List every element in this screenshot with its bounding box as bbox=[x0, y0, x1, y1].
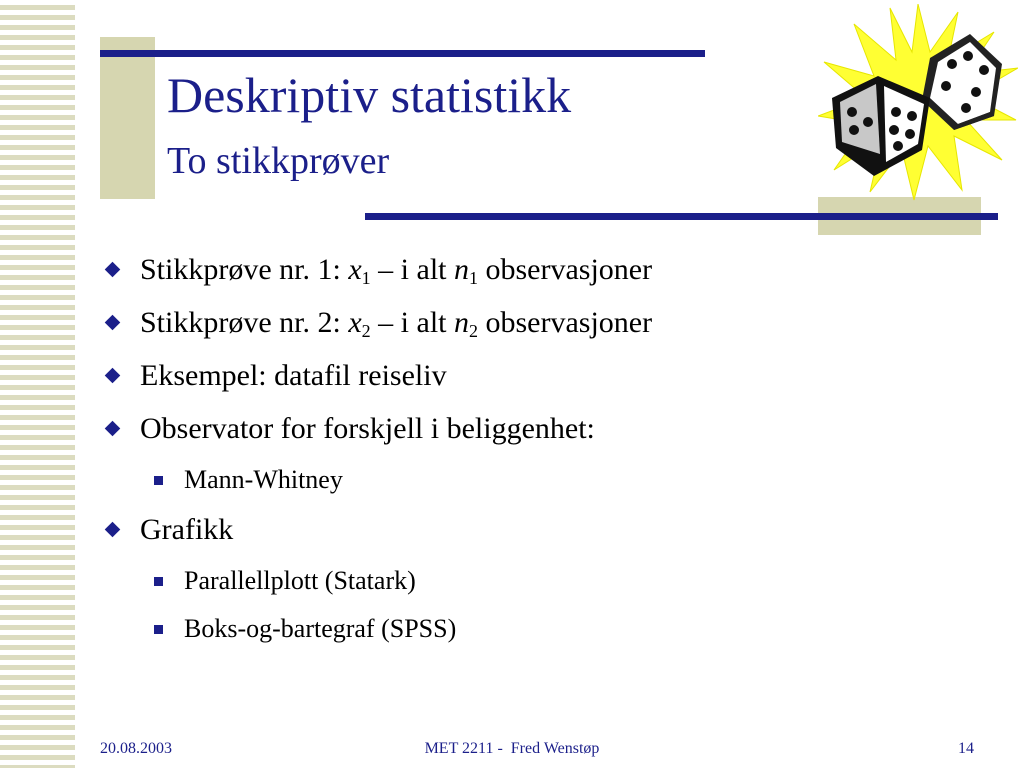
dice-icon bbox=[818, 4, 1018, 204]
bullet-label: Stikkprøve nr. 1: bbox=[140, 253, 341, 286]
bullet-item bbox=[102, 358, 982, 411]
sample-variable: x bbox=[348, 253, 362, 286]
sub-bullet-text: Boks-og-bartegraf (SPSS) bbox=[184, 614, 457, 643]
sample-variable-subscript: 2 bbox=[361, 321, 371, 341]
sample-variable: x bbox=[348, 306, 362, 339]
sample-size-variable: n bbox=[454, 306, 469, 339]
diamond-bullet-icon bbox=[105, 315, 121, 331]
sub-bullet-item bbox=[102, 613, 982, 661]
sample-size-subscript: 2 bbox=[469, 321, 478, 341]
diamond-bullet-icon bbox=[105, 421, 121, 437]
bullet-item bbox=[102, 512, 982, 565]
square-bullet-icon bbox=[154, 625, 163, 634]
bullet-label: Stikkprøve nr. 2: bbox=[140, 306, 341, 339]
bullet-list bbox=[102, 252, 982, 661]
diamond-bullet-icon bbox=[105, 368, 121, 384]
sub-bullet-text: Mann-Whitney bbox=[184, 465, 343, 494]
diamond-bullet-icon bbox=[105, 522, 121, 538]
bullet-text: Eksempel: datafil reiseliv bbox=[140, 359, 447, 392]
diamond-bullet-icon bbox=[105, 262, 121, 278]
bullet-mid-text: – i alt bbox=[370, 253, 454, 286]
bullet-text: Grafikk bbox=[140, 513, 234, 546]
sub-bullet-item bbox=[102, 464, 982, 512]
sample-variable-subscript: 1 bbox=[361, 268, 371, 288]
slide-title: Deskriptiv statistikk bbox=[167, 67, 572, 123]
slide-subtitle: To stikkprøver bbox=[167, 140, 390, 182]
square-bullet-icon bbox=[154, 476, 163, 485]
footer-page-number: 14 bbox=[958, 740, 974, 757]
sub-bullet-text: Parallellplott (Statark) bbox=[184, 566, 416, 595]
bullet-item bbox=[102, 411, 982, 464]
sample-size-variable: n bbox=[454, 253, 469, 286]
bullet-text: Observator for forskjell i beliggenhet: bbox=[140, 412, 595, 445]
left-stripe-decoration bbox=[0, 0, 75, 768]
bullet-tail-text: observasjoner bbox=[478, 253, 653, 286]
bullet-tail-text: observasjoner bbox=[478, 306, 653, 339]
footer-date: 20.08.2003 bbox=[100, 740, 172, 757]
bullet-item bbox=[102, 252, 982, 305]
top-rule bbox=[100, 50, 705, 57]
sample-size-subscript: 1 bbox=[469, 268, 478, 288]
title-tan-block bbox=[100, 37, 155, 199]
footer-course: MET 2211 - Fred Wenstøp bbox=[424, 740, 600, 757]
bottom-rule bbox=[365, 213, 998, 220]
sub-bullet-item bbox=[102, 565, 982, 613]
bullet-item bbox=[102, 305, 982, 358]
bullet-mid-text: – i alt bbox=[370, 306, 454, 339]
square-bullet-icon bbox=[154, 577, 163, 586]
